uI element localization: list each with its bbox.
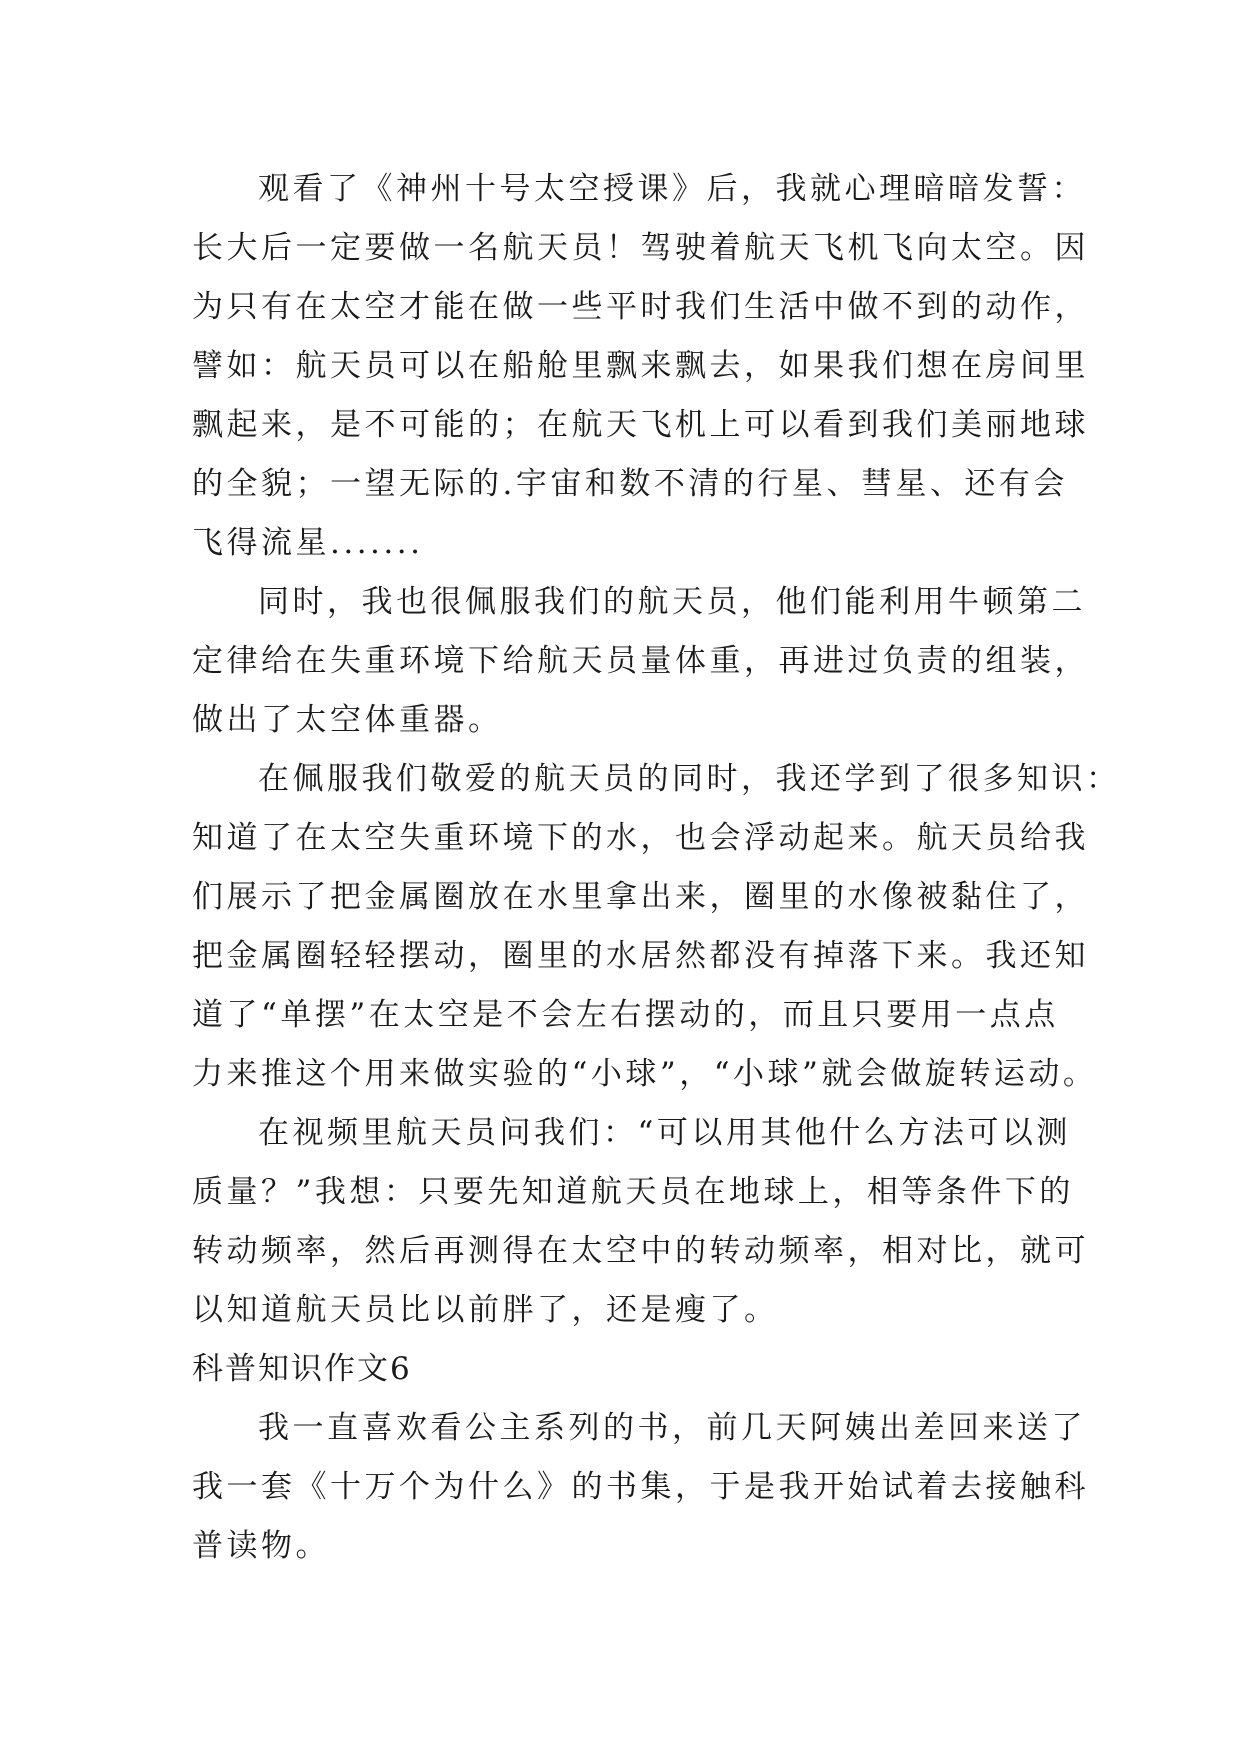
text-line: 在视频里航天员问我们：“可以用其他什么方法可以测 — [258, 1115, 1071, 1151]
text-line: 把金属圈轻轻摆动，圈里的水居然都没有掉落下来。我还知 — [192, 938, 1089, 974]
paragraph — [192, 573, 1089, 750]
text-line: 我一套《十万个为什么》的书集，于是我开始试着去接触科 — [192, 1469, 1089, 1505]
document-body — [192, 160, 1121, 1576]
paragraph — [192, 750, 1121, 1104]
text-line: 普读物。 — [192, 1528, 330, 1564]
text-line: 同时，我也很佩服我们的航天员，他们能利用牛顿第二 — [258, 584, 1086, 620]
text-line: 譬如：航天员可以在船舱里飘来飘去，如果我们想在房间里 — [192, 348, 1089, 384]
text-line: 我一直喜欢看公主系列的书，前几天阿姨出差回来送了 — [258, 1410, 1086, 1446]
text-line: 定律给在失重环境下给航天员量体重，再进过负责的组装， — [192, 643, 1089, 679]
paragraph — [192, 1399, 1089, 1576]
text-line: 做出了太空体重器。 — [192, 702, 503, 738]
text-line: 力来推这个用来做实验的“小球”，“小球”就会做旋转运动。 — [192, 1056, 1098, 1092]
text-line: 长大后一定要做一名航天员！驾驶着航天飞机飞向太空。因 — [192, 230, 1089, 266]
paragraph — [192, 160, 1089, 573]
text-line: 观看了《神州十号太空授课》后，我就心理暗暗发誓： — [258, 171, 1086, 207]
text-line: 为只有在太空才能在做一些平时我们生活中做不到的动作， — [192, 289, 1089, 325]
text-line: 转动频率，然后再测得在太空中的转动频率，相对比，就可 — [192, 1233, 1089, 1269]
text-line: 在佩服我们敬爱的航天员的同时，我还学到了很多知识： — [258, 761, 1121, 797]
text-line: 知道了在太空失重环境下的水，也会浮动起来。航天员给我 — [192, 820, 1089, 856]
text-line: 道了“单摆”在太空是不会左右摆动的，而且只要用一点点 — [192, 997, 1059, 1033]
text-line: 的全貌；一望无际的.宇宙和数不清的行星、彗星、还有会 — [192, 466, 1068, 502]
section-heading: 科普知识作文6 — [192, 1351, 412, 1387]
text-line: 飘起来，是不可能的；在航天飞机上可以看到我们美丽地球 — [192, 407, 1089, 443]
paragraph — [192, 1104, 1089, 1340]
text-line: 质量？”我想：只要先知道航天员在地球上，相等条件下的 — [192, 1174, 1074, 1210]
text-line: 飞得流星....... — [192, 525, 424, 561]
text-line: 们展示了把金属圈放在水里拿出来，圈里的水像被黏住了， — [192, 879, 1089, 915]
text-line: 以知道航天员比以前胖了，还是瘦了。 — [192, 1292, 779, 1328]
